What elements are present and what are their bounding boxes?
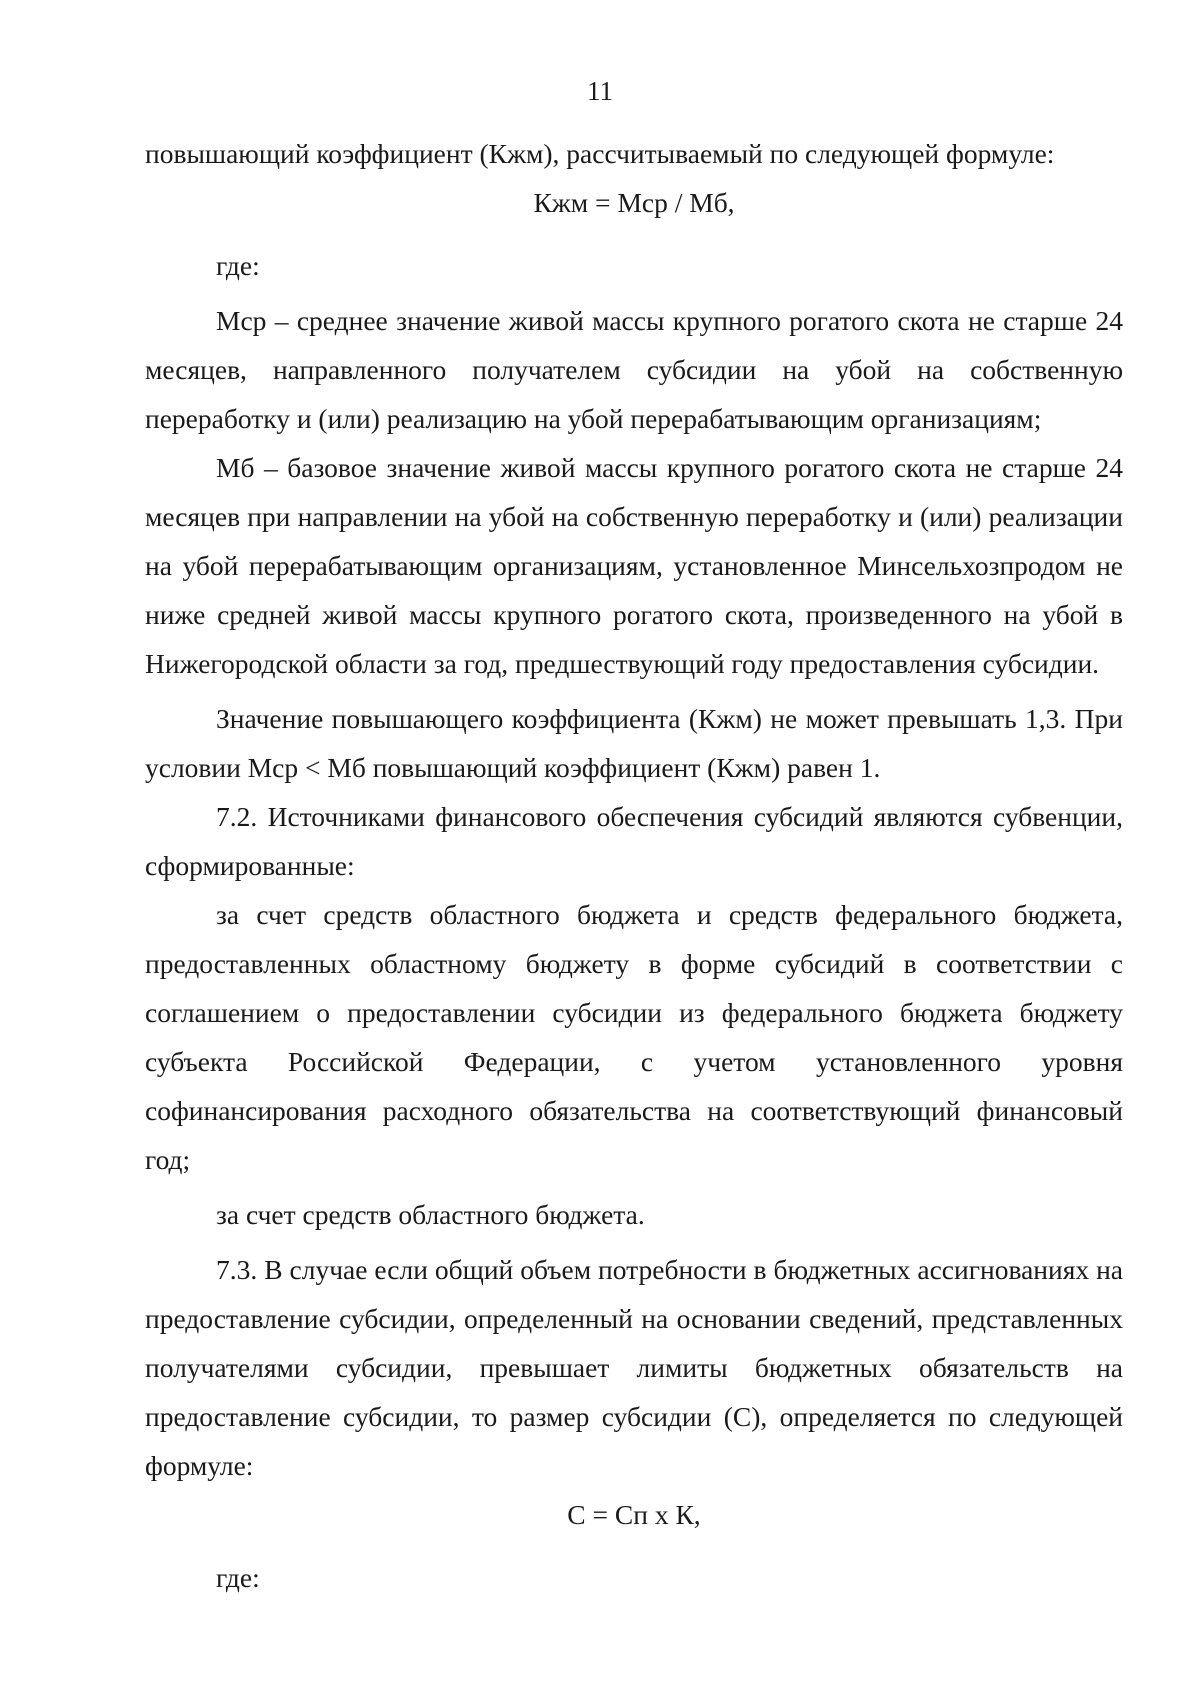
paragraph-where-1: где: bbox=[216, 250, 260, 281]
paragraph-where-2: где: bbox=[216, 1562, 260, 1593]
paragraph-federal-funds: за счет средств областного бюджета и средств федерального бюджета, предоставленных областному бюджету в форме субсидий в соответствии с соглашением о предоставлении субсидии из федерального бюджета бюджету субъекта Российской Федерации, с учетом установленного уровня софинансирования расходного обязательства на соответствующий финансовый год; bbox=[145, 899, 1123, 1175]
document-body bbox=[145, 129, 1123, 1602]
page-number: 11 bbox=[587, 76, 613, 106]
paragraph-mb-definition: Мб – базовое значение живой массы крупного рогатого скота не старше 24 месяцев при направлении на убой на собственную переработку и (или) реализации на убой перерабатывающим организациям, установленное Минсельхозпродом не ниже средней живой массы крупного рогатого скота, произведенного на убой в Нижегородской области за год, предшествующий году предоставления субсидии. bbox=[145, 452, 1123, 679]
paragraph-coefficient-limit: Значение повышающего коэффициента (Кжм) не может превышать 1,3. При условии Мср < Мб повышающий коэффициент (Кжм) равен 1. bbox=[145, 703, 1123, 783]
formula-kzhm: Кжм = Мср / Мб, bbox=[533, 187, 735, 218]
paragraph-coefficient-intro: повышающий коэффициент (Кжм), рассчитываемый по следующей формуле: bbox=[145, 138, 1055, 169]
paragraph-msr-definition: Мср – среднее значение живой массы крупного рогатого скота не старше 24 месяцев, направленного получателем субсидии на убой на собственную переработку и (или) реализацию на убой перерабатывающим организациям; bbox=[145, 305, 1123, 434]
paragraph-7-2: 7.2. Источниками финансового обеспечения субсидий являются субвенции, сформированные: bbox=[145, 801, 1123, 881]
formula-subsidy: С = Сп х К, bbox=[567, 1499, 701, 1530]
paragraph-7-3: 7.3. В случае если общий объем потребности в бюджетных ассигнованиях на предоставление субсидии, определенный на основании сведений, представленных получателями субсидии, превышает лимиты бюджетных обязательств на предоставление субсидии, то размер субсидии (С), определяется по следующей формуле: bbox=[145, 1254, 1123, 1481]
paragraph-regional-funds: за счет средств областного бюджета. bbox=[216, 1199, 645, 1230]
